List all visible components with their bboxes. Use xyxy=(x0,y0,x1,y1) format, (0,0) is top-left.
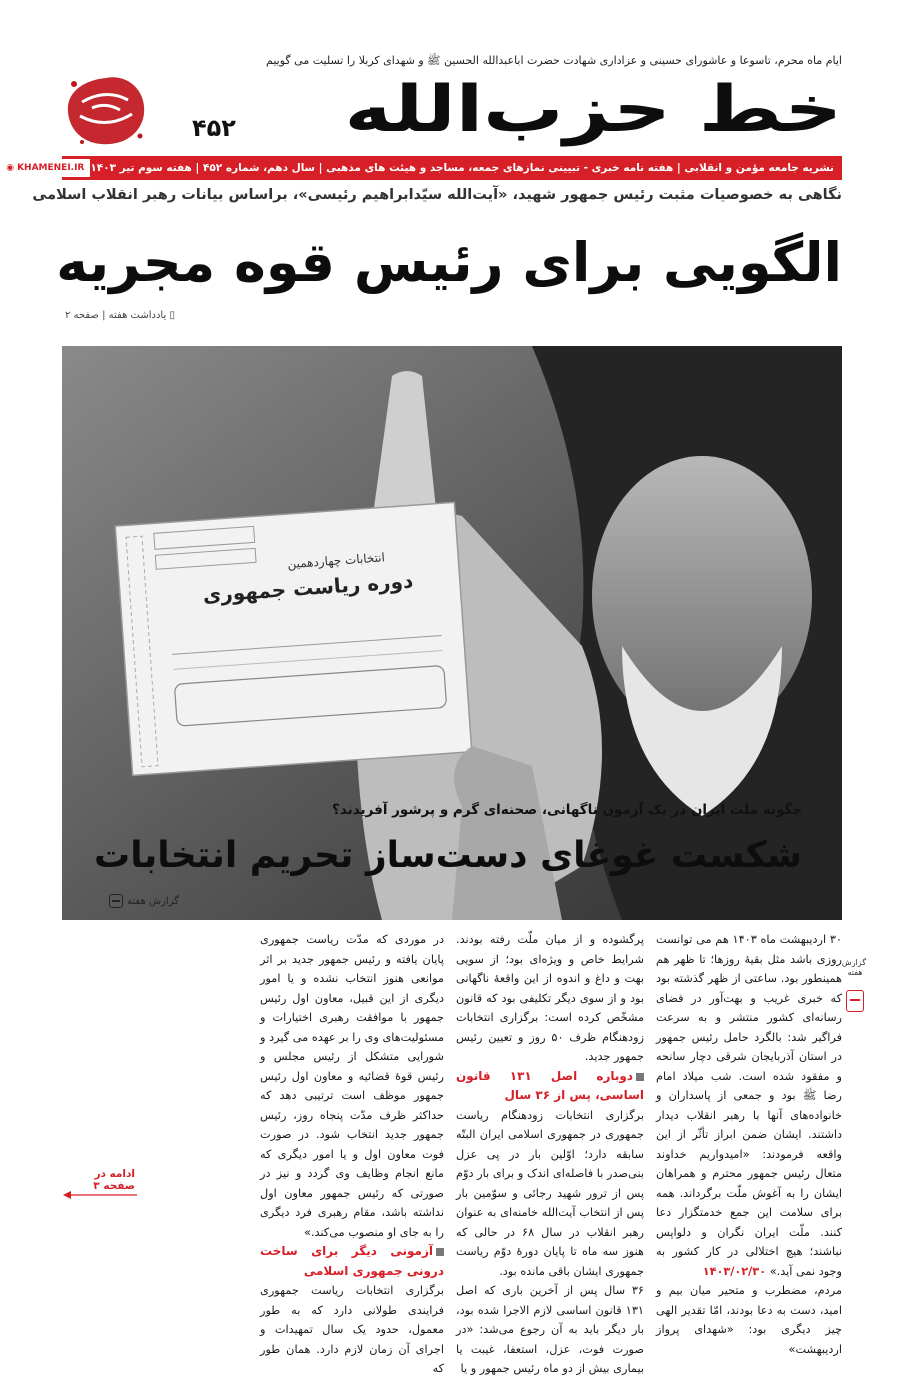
continue-link[interactable]: ادامه در صفحه ۳ xyxy=(93,1168,135,1192)
subhead-bullet xyxy=(436,1248,444,1256)
report-tag xyxy=(109,894,179,908)
seal-logo xyxy=(62,72,150,148)
col3-paragraph-1: در موردی که مدّت ریاست جمهوری پایان یافته و رئیس جمهور جدید بر اثر موانعی هنوز انتخاب نشده و یا امور دیگری از این قبیل، معاون اول رئیس جمهور با موافقت رهبری اختیارات و مسئولیت‌های وی را بر عهده می گیرد و شورایی متشکل از رئیس مجلس و رئیس قوهٔ قضائیه و معاون اول رئیس جمهور موظف است ترتیبی دهد که حداکثر ظرف مدّت پنجاه روز، رئیس جمهور جدید انتخاب شود. در صورت فوت معاون اول و یا امور دیگری که مانع انجام وظایف وی گردد و نیز در صورتی که رئیس جمهور معاون اول نداشته باشد، مقام رهبری فرد دیگری را به جای او منصوب می‌کند.» xyxy=(260,933,444,1239)
photo-subtitle: چگونه ملت ایران در یک آزمون ناگهانی، صحنه‌ای گرم و پرشور آفریدند؟ xyxy=(332,802,802,818)
article-column-2 xyxy=(456,930,644,1379)
col2-paragraph-1: پرگشوده و از میان ملّت رفته بودند. شرایط خاص و ویژه‌ای بود؛ از سویی بهت و داغ و اندوه از این واقعهٔ ناگهانی بود و از سوی دیگر تکلیفی بود که قانون مشخّص کرده است: برگزاری انتخابات زودهنگام ظرف ۵۰ روز و تعیین رئیس جمهور جدید. xyxy=(456,933,644,1063)
arrow-left-icon xyxy=(63,1190,137,1200)
side-document-icon xyxy=(846,990,864,1012)
publication-info: نشریه جامعه مؤمن و انقلابی | هفته نامه خبری - تبیینی نمازهای جمعه، مساجد و هیئت های مذهبی | سال دهم، شماره ۴۵۲ | هفته سوم تیر ۱۴۰۳ xyxy=(90,162,834,174)
headline-page-ref xyxy=(65,310,175,321)
masthead-logo: خط حزب‌الله xyxy=(344,73,842,147)
masthead xyxy=(62,70,842,150)
mourning-notice: ایام ماه محرم، تاسوعا و عاشورای حسینی و عزاداری شهادت حضرت اباعبدالله الحسین ﷺ و شهدای کربلا را تسلیت می گوییم xyxy=(266,54,842,67)
issue-number: ۴۵۲ xyxy=(192,114,236,142)
side-report-tag: گزارش هفته xyxy=(841,958,866,977)
col4-paragraph-1: برگزاری انتخابات ریاست جمهوری فرایندی طولانی دارد که به طور معمول، حدود یک سال تمهیدات و اجرای آن زمان لازم دارد. همان طور که xyxy=(260,1284,444,1375)
col1-paragraph-2: مردم، مضطرب و متحیر میان بیم و امید، دست به دعا بودند، امّا تقدیر الهی چیز دیگری بود: «شهدای پرواز اردیبهشت» xyxy=(656,1284,842,1356)
col1-date: ۱۴۰۳/۰۲/۳۰ xyxy=(702,1264,767,1278)
globe-icon: ◉ xyxy=(6,163,15,173)
subhead-bullet xyxy=(636,1073,644,1081)
ballot-header-text: انتخابات چهاردهمین xyxy=(286,550,386,572)
article-column-3 xyxy=(260,930,444,1379)
doc-icon: ▯ xyxy=(169,310,175,321)
photo-title: شکست غوغای دست‌ساز تحریم انتخابات xyxy=(94,835,802,876)
col2-paragraph-3: ۳۶ سال پس از آخرین باری که اصل ۱۳۱ قانون اساسی لازم الاجرا شده بود، بار دیگر باید به آن رجوع می‌شد: «در صورت فوت، عزل، استعفا، غیبت یا بیماری بیش از دو ماه رئیس جمهور و یا xyxy=(456,1284,644,1375)
article-column-1 xyxy=(656,930,842,1359)
main-headline: الگویی برای رئیس قوه مجریه xyxy=(56,231,842,294)
col1-paragraph-1: ۳۰ اردیبهشت ماه ۱۴۰۳ هم می توانست روزی باشد مثل بقیهٔ روزها؛ تا ظهر هم همینطور بود. ساعتی از ظهر گذشته بود که خبری غریب و بهت‌آور در فضای رسانه‌ای کشور منتشر و به سرعت فراگیر شد: بالگرد حامل رئیس جمهور در استان آذربایجان شرقی دچار سانحه و مفقود شده است. شب میلاد امام رضا ﷺ بود و جمعی از پاسداران و خانواده‌های آنها با رهبر انقلاب دیدار داشتند. ایشان ضمن ابراز تأثّر از این واقعه فرمودند: «امیدواریم خداوند متعال رئیس جمهور محترم و همراهان ایشان را به آغوش ملّت برگرداند. همه برای سلامت این جمع خدمتگزار دعا کنند. ملّت ایران نگران و دلواپس نباشند؛ هیچ اختلالی در کار کشور به وجود نمی آید.» xyxy=(656,933,842,1278)
headline-ref-label: یادداشت هفته | صفحه ۲ xyxy=(65,310,167,321)
col2-paragraph-2: برگزاری انتخابات زودهنگام ریاست جمهوری در جمهوری اسلامی ایران البتّه سابقه دارد؛ اوّلین بار در پی عزل بنی‌صدر با فاصله‌ای اندک و برای بار دوّم پس از ترور شهید رجائی و سوّمین بار پس از انتخاب آیت‌الله خامنه‌ای به عنوان رهبر انقلاب در سال ۶۸ در حالی که هنوز سه ماه تا پایان دورهٔ دوّم ریاست جمهوری ایشان باقی مانده بود. xyxy=(456,1108,644,1278)
article-body xyxy=(62,930,842,1375)
report-tag-label: گزارش هفته xyxy=(127,895,179,907)
col4-subhead: آزمونی دیگر برای ساخت درونی جمهوری اسلامی xyxy=(260,1244,444,1278)
document-icon xyxy=(109,894,123,908)
ballot-title-text: دوره ریاست جمهوری xyxy=(202,568,414,608)
col2-subhead: دوباره اصل ۱۳۱ قانون اساسی، پس از ۳۶ سال xyxy=(456,1068,644,1102)
website-label: KHAMENEI.IR xyxy=(17,163,85,173)
website-badge[interactable] xyxy=(0,159,90,177)
publication-info-bar xyxy=(6,156,842,180)
headline-kicker: نگاهی به خصوصیات مثبت رئیس جمهور شهید، «آیت‌الله سیّدابراهیم رئیسی»، براساس بیانات رهبر انقلاب اسلامی xyxy=(32,187,842,203)
